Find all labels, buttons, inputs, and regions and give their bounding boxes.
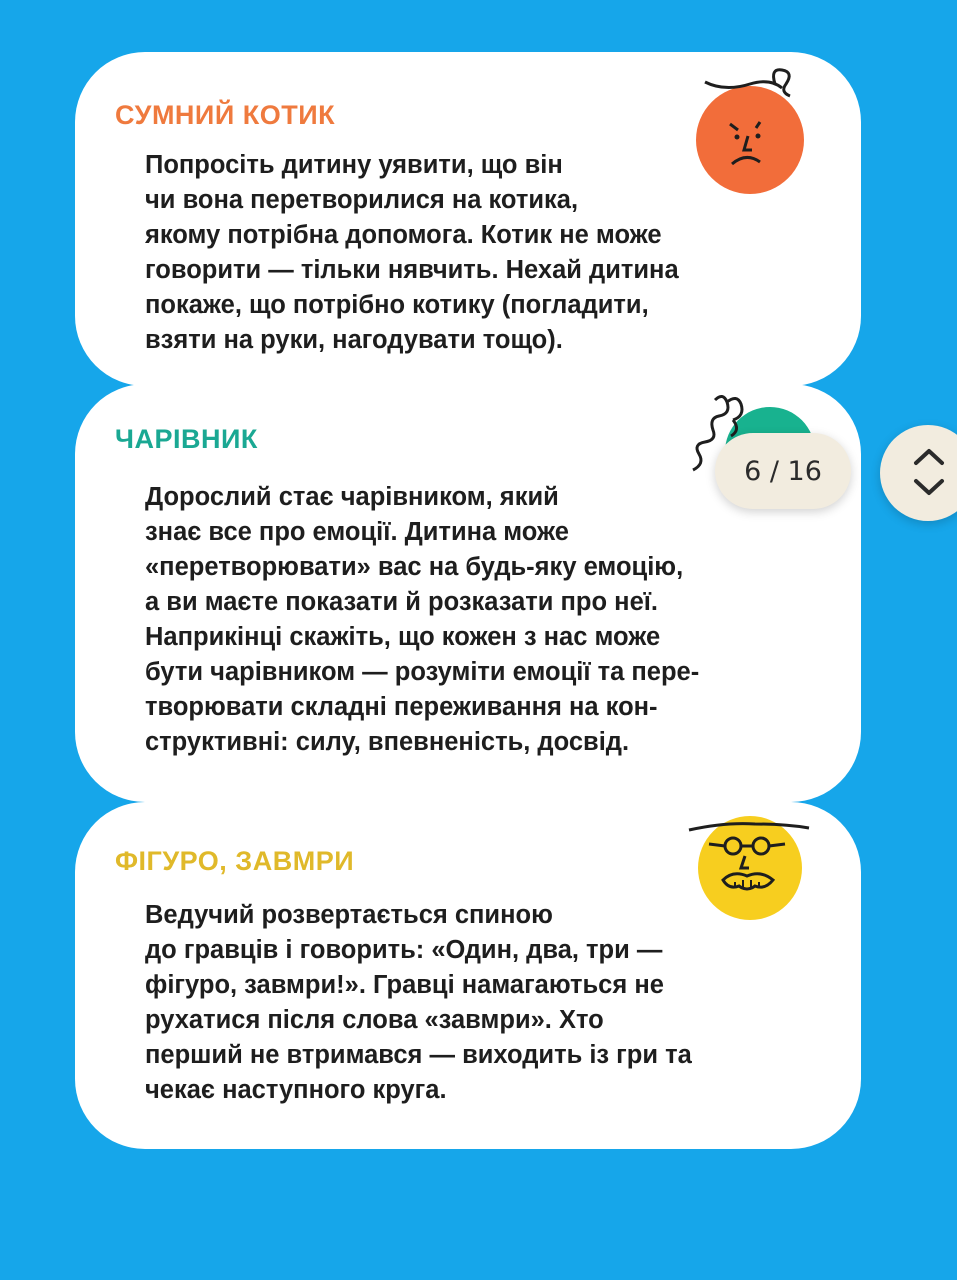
text-line: чи вона перетворилися на котика, xyxy=(145,186,579,214)
text-line: знає все про емоції. Дитина може xyxy=(145,518,569,546)
card-title: ФІГУРО, ЗАВМРИ xyxy=(115,846,355,876)
sad-face-icon xyxy=(690,62,820,197)
chevron-up-down-icon xyxy=(880,425,957,521)
page-indicator: 6 / 16 xyxy=(715,433,851,509)
activity-card-sad-kitten xyxy=(75,52,861,386)
card-title: СУМНИЙ КОТИК xyxy=(115,100,336,130)
text-line: покаже, що потрібно котику (погладити, xyxy=(145,291,649,319)
text-line: структивні: силу, впевненість, досвід. xyxy=(145,728,630,756)
page-nav-button[interactable] xyxy=(880,425,957,521)
text-line: говорити — тільки нявчить. Нехай дитина xyxy=(145,256,679,284)
text-line: Наприкінці скажіть, що кожен з нас може xyxy=(145,623,661,651)
text-line: взяти на руки, нагодувати тощо). xyxy=(145,326,563,354)
mustache-face-icon xyxy=(685,816,815,921)
text-line: якому потрібна допомога. Котик не може xyxy=(145,221,662,249)
text-line: «перетворювати» вас на будь-яку емоцію, xyxy=(145,553,684,581)
card-description xyxy=(145,898,835,1108)
text-line: бути чарівником — розуміти емоції та пере- xyxy=(145,658,700,686)
text-line: рухатися після слова «завмри». Хто xyxy=(145,1006,604,1034)
text-line: чекає наступного круга. xyxy=(145,1076,447,1104)
text-line: Ведучий розвертається спиною xyxy=(145,901,553,929)
card-description xyxy=(145,480,835,760)
text-line: перший не втримався — виходить із гри та xyxy=(145,1041,692,1069)
text-line: до гравців і говорить: «Один, два, три — xyxy=(145,936,663,964)
text-line: фігуро, завмри!». Гравці намагаються не xyxy=(145,971,664,999)
text-line: Попросіть дитину уявити, що він xyxy=(145,151,563,179)
text-line: Дорослий стає чарівником, який xyxy=(145,483,559,511)
activity-card-freeze xyxy=(75,802,861,1149)
text-line: творювати складні переживання на кон- xyxy=(145,693,658,721)
card-title: ЧАРІВНИК xyxy=(115,424,258,454)
text-line: а ви маєте показати й розказати про неї. xyxy=(145,588,659,616)
